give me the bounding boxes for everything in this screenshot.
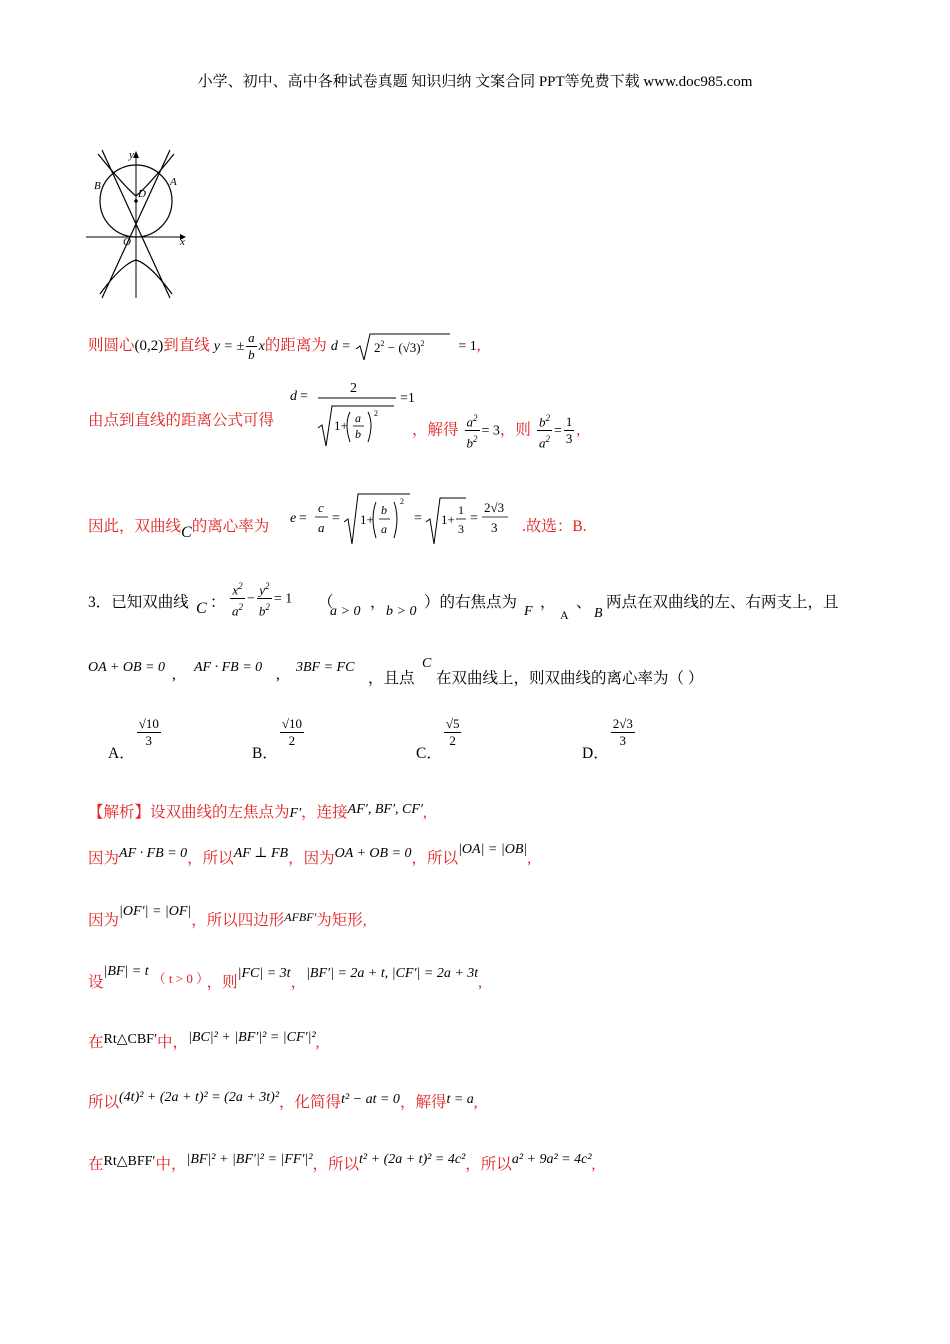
- option-b[interactable]: B． $\frac{√10}{2}$: [252, 716, 302, 763]
- svg-text:b: b: [355, 427, 361, 441]
- point-d-label: D: [138, 188, 146, 200]
- svg-text:1+: 1+: [441, 512, 455, 527]
- option-d[interactable]: D． $\frac{2√3}{3}$: [582, 716, 633, 763]
- q3-colon: ：: [210, 594, 226, 611]
- sol2-line2: 由点到直线的距离公式可得: [88, 412, 275, 429]
- svg-text:a: a: [381, 522, 387, 536]
- svg-text:=: =: [470, 511, 478, 526]
- q3-stem-line1-end: 两点在双曲线的左、右两支上，且: [606, 594, 839, 611]
- sqrt-expression-1: [354, 332, 458, 362]
- hyperbola-circle-figure: [84, 148, 204, 300]
- analysis-line3: 因为|OF′| = |OF|，所以四边形$^{AFBF'}$为矩形,: [88, 904, 367, 929]
- svg-text:=: =: [300, 389, 308, 404]
- option-c[interactable]: C． $\frac{√5}{2}$: [416, 716, 460, 763]
- eccentricity-expression: [288, 490, 524, 551]
- q3-cond-vector-sum: OA + OB = 0: [88, 660, 165, 675]
- svg-text:c: c: [318, 500, 324, 515]
- svg-text:3: 3: [491, 520, 498, 535]
- q3-focus-text: ）的右焦点为: [424, 594, 518, 611]
- svg-text:2: 2: [400, 497, 404, 506]
- q3-comma-3: ,: [276, 666, 280, 683]
- analysis-line1: 【解析】设双曲线的左焦点为F′，连接AF′, BF′, CF′,: [88, 802, 427, 821]
- svg-text:b: b: [381, 503, 387, 517]
- svg-text:=: =: [299, 511, 307, 526]
- q3-paren-open: （: [318, 594, 334, 611]
- origin-label: O: [123, 236, 131, 248]
- q3-cond-b: b > 0: [386, 604, 417, 619]
- sol2-line1: 则圆心(0,2)到直线 y = ± $\frac{a}{b}$ x的距离为 d = $2^2 - (√3)^2$ = 1,: [88, 330, 481, 362]
- q3-hyperbola-equation: $\frac{x^2}{a^2}$ − $\frac{y^2}{b^2}$ = 1: [228, 578, 292, 620]
- sol2-line2-tail: ，解得 $\frac{a^2}{b^2}$ = 3，则 $\frac{b^2}{a^2}$ = $\frac{1}{3}$ ,: [412, 410, 580, 452]
- sol2-line3: 因此，双曲线C的离心率为: [88, 518, 270, 541]
- svg-text:1: 1: [458, 503, 464, 517]
- point-a-label: A: [170, 176, 177, 188]
- q3-stem-line1: 3．已知双曲线: [88, 594, 189, 611]
- analysis-line6: 所以(4t)² + (2a + t)² = (2a + 3t)²，化简得t² − at = 0，解得t = a,: [88, 1090, 478, 1111]
- svg-text:=1: =1: [400, 391, 415, 406]
- q3-point-b: B: [594, 606, 603, 621]
- option-a[interactable]: A． $\frac{√10}{3}$: [108, 716, 159, 763]
- q3-comma: ，: [370, 594, 386, 611]
- q3-point-a: A: [560, 608, 569, 622]
- q3-cond-dot: AF · FB = 0: [194, 660, 263, 675]
- q3-comma-2: ,: [172, 666, 176, 683]
- svg-text:2: 2: [374, 409, 378, 418]
- analysis-line5: 在Rt△CBF′中，|BC|² + |BF′|² = |CF′|²,: [88, 1030, 320, 1051]
- svg-text:22 − (√3)2: $2^2 - (√3)^2$: [374, 338, 425, 355]
- svg-text:2√3: 2√3: [484, 500, 505, 515]
- svg-text:e: e: [290, 511, 297, 526]
- svg-text:a: a: [355, 411, 361, 425]
- point-b-label: B: [94, 180, 101, 192]
- svg-text:3: 3: [458, 522, 464, 536]
- svg-text:1+: 1+: [334, 418, 348, 433]
- svg-text:=: =: [414, 511, 422, 526]
- q3-curve-c: C: [196, 600, 207, 617]
- q3-point-c: C: [422, 656, 432, 671]
- q3-question: 在双曲线上，则双曲线的离心率为（ ）: [436, 670, 704, 687]
- axis-y-label: y: [129, 149, 134, 161]
- q3-sep: ，: [540, 594, 556, 611]
- q3-focus-f: F: [524, 604, 533, 619]
- sol2-answer: .故选：B.: [522, 518, 587, 535]
- svg-text:2: 2: [350, 381, 357, 396]
- axis-x-label: x: [180, 236, 185, 248]
- analysis-line2: 因为AF · FB = 0，所以AF ⊥ FB，因为OA + OB = 0，所以|OA| = |OB|,: [88, 842, 532, 867]
- q3-cond-a: a > 0: [330, 604, 361, 619]
- q3-and-point: ，且点: [368, 670, 415, 687]
- svg-text:1+: 1+: [360, 512, 374, 527]
- svg-text:a: a: [318, 520, 325, 535]
- distance-formula: [286, 378, 416, 457]
- q3-dun: 、: [576, 594, 592, 611]
- svg-text:=: =: [332, 511, 340, 526]
- q3-cond-ratio: 3BF = FC: [296, 660, 355, 675]
- analysis-line7: 在Rt△BFF′中，|BF|² + |BF′|² = |FF′|²，所以t² + (2a + t)² = 4c²，所以a² + 9a² = 4c²,: [88, 1152, 596, 1173]
- analysis-line4: 设|BF| = t $^{( t > 0 )}$ ，则|FC| = 3t，|BF′| = 2a + t, |CF′| = 2a + 3t,: [88, 964, 483, 991]
- page-header: 小学、初中、高中各种试卷真题 知识归纳 文案合同 PPT等免费下载 www.doc985.com: [197, 74, 753, 90]
- svg-text:d: d: [290, 389, 297, 404]
